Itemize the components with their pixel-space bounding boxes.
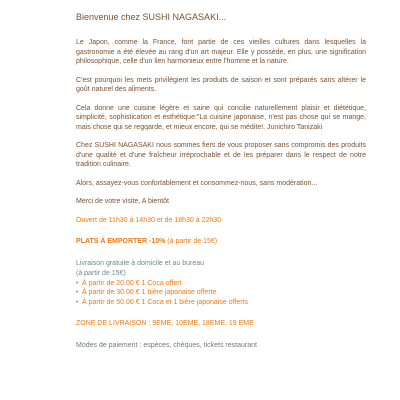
intro-paragraph-2: C'est pourquoi les mets privilégient les produits de saison et sont préparés sans altérer le goût naturel des aliments.: [76, 76, 366, 93]
bullet-icon: •: [76, 298, 79, 306]
intro-paragraph-4: Chez SUSHI NAGASAKI nous sommes fiers de vous proposer sans compromis des produits d'une qualité et d'une fraîcheur irréprochable et de les préparer dans le respect de notre tradition culinaire.: [76, 142, 366, 168]
intro-paragraph-1: Le Japon, comme la France, font partie de ces vieilles cultures dans lesquelles la gastronomie a été élevée au rang d'un art majeur. Elle y possède, en plus, une signification philosophique, celle d'un lien harmonieux entre l'homme et la nature.: [76, 39, 366, 65]
bullet-icon: •: [76, 289, 79, 296]
list-item: • À partir de 50.00 € 1 Coca et 1 bière japonaise offerts: [76, 298, 249, 306]
takeaway-promo-note: (à partir de 15€): [165, 238, 218, 245]
delivery-offers-list: [76, 279, 366, 308]
intro-paragraph-5: Alors, assayez-vous confortablement et consommez-nous, sans modération...: [76, 179, 318, 187]
takeaway-promo-label: PLATS À EMPORTER -10%: [76, 238, 166, 245]
welcome-content: [76, 12, 366, 350]
intro-paragraph-3: Cela donne une cuisine légère et saine qui concilie naturellement plaisir et diététique, simplicité, sophistication et esthétique:"La cuisine japonaise, n'est pas chose qui se mange, mais chose qui se regqarde, et mieux encore, qui se médite!. Junichiro Tanizaki: [76, 104, 366, 131]
list-item: • À partir de 30.00 € 1 bière japonaise offerte: [76, 289, 217, 296]
delivery-minimum: (à partir de 15€): [76, 270, 126, 277]
page-title: Bienvenue chez SUSHI NAGASAKI...: [76, 12, 227, 22]
payment-methods: Modes de paiement : espèces, chèques, tickets restaurant: [76, 341, 257, 349]
delivery-zone: ZONE DE LIVRAISON : 9EME, 10EME, 18EME, 19 EME: [76, 320, 254, 327]
thanks-text: Merci de votre visite, A bientôt: [76, 198, 169, 205]
delivery-info: Livraison gratuite à domicile et au bureau: [76, 259, 205, 267]
opening-hours: Ouvert de 11h30 à 14h30 et de 18h30 à 22h30: [76, 216, 222, 224]
takeaway-promo: [76, 237, 366, 247]
bullet-icon: •: [76, 279, 79, 287]
list-item: • À partir de 20.00 € 1 Coca offert: [76, 279, 182, 287]
